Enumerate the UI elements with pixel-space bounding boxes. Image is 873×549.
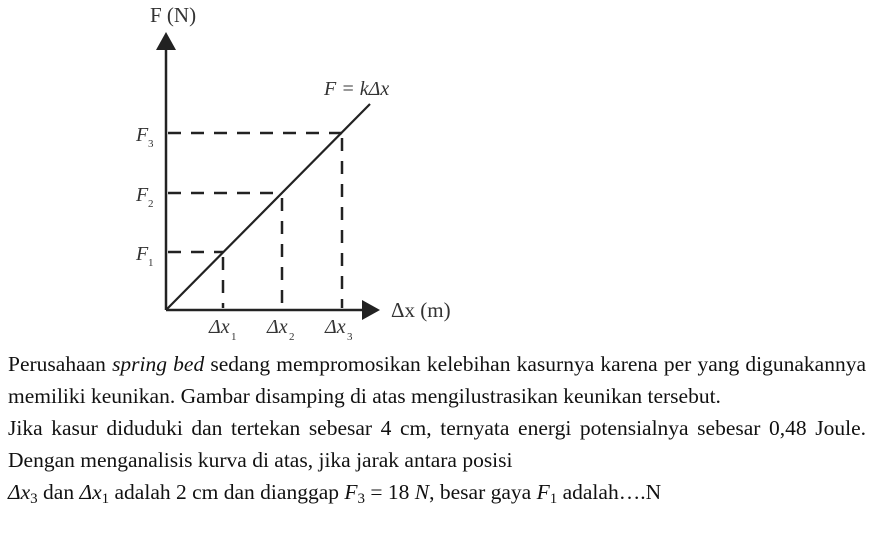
- y-tick-f3: [135, 124, 154, 150]
- svg-text:1: 1: [231, 331, 237, 343]
- force-line: [166, 104, 370, 310]
- svg-text:Δx: Δx: [267, 316, 288, 338]
- x-tick-dx2: [266, 316, 295, 343]
- problem-paragraph-2: Jika kasur diduduki dan tertekan sebesar 4 cm, ternyata energi potensialnya sebesar 0,48 Joule. Dengan menganalisis kurva di atas, jika jarak antara posisi $\Delta x_3$ dan $\Delta x_1$ adalah 2 cm dan dianggap $F_3 = 18$ N, besar gaya $F_1$ adalah….N: [8, 416, 866, 507]
- y-tick-f1: [135, 243, 154, 269]
- svg-text:3: 3: [148, 138, 154, 150]
- x-axis-label: Δx (m): [391, 298, 451, 322]
- x-axis-arrow: [362, 300, 380, 320]
- svg-text:Δx: Δx: [325, 316, 346, 338]
- y-tick-f2: [135, 184, 154, 210]
- svg-text:F: F: [136, 124, 149, 146]
- svg-text:1: 1: [148, 257, 154, 269]
- line-equation-label: F = kΔx: [324, 78, 390, 100]
- svg-text:F: F: [136, 243, 149, 265]
- svg-text:2: 2: [289, 331, 295, 343]
- x-tick-dx1: [208, 316, 237, 343]
- y-axis-arrow: [156, 32, 176, 50]
- y-axis-label: F (N): [150, 3, 197, 27]
- svg-text:3: 3: [347, 331, 353, 343]
- svg-text:Δx: Δx: [209, 316, 230, 338]
- svg-text:F: F: [136, 184, 149, 206]
- problem-text: [8, 348, 866, 515]
- problem-paragraph-1: Perusahaan spring bed sedang mempromosikan kelebihan kasurnya karena per yang digunakannya memiliki keunikan. Gambar disamping di atas mengilustrasikan keunikan tersebut.: [8, 352, 866, 408]
- spring-bed-term: spring bed: [112, 352, 205, 376]
- svg-text:2: 2: [148, 198, 154, 210]
- x-tick-dx3: [324, 316, 353, 343]
